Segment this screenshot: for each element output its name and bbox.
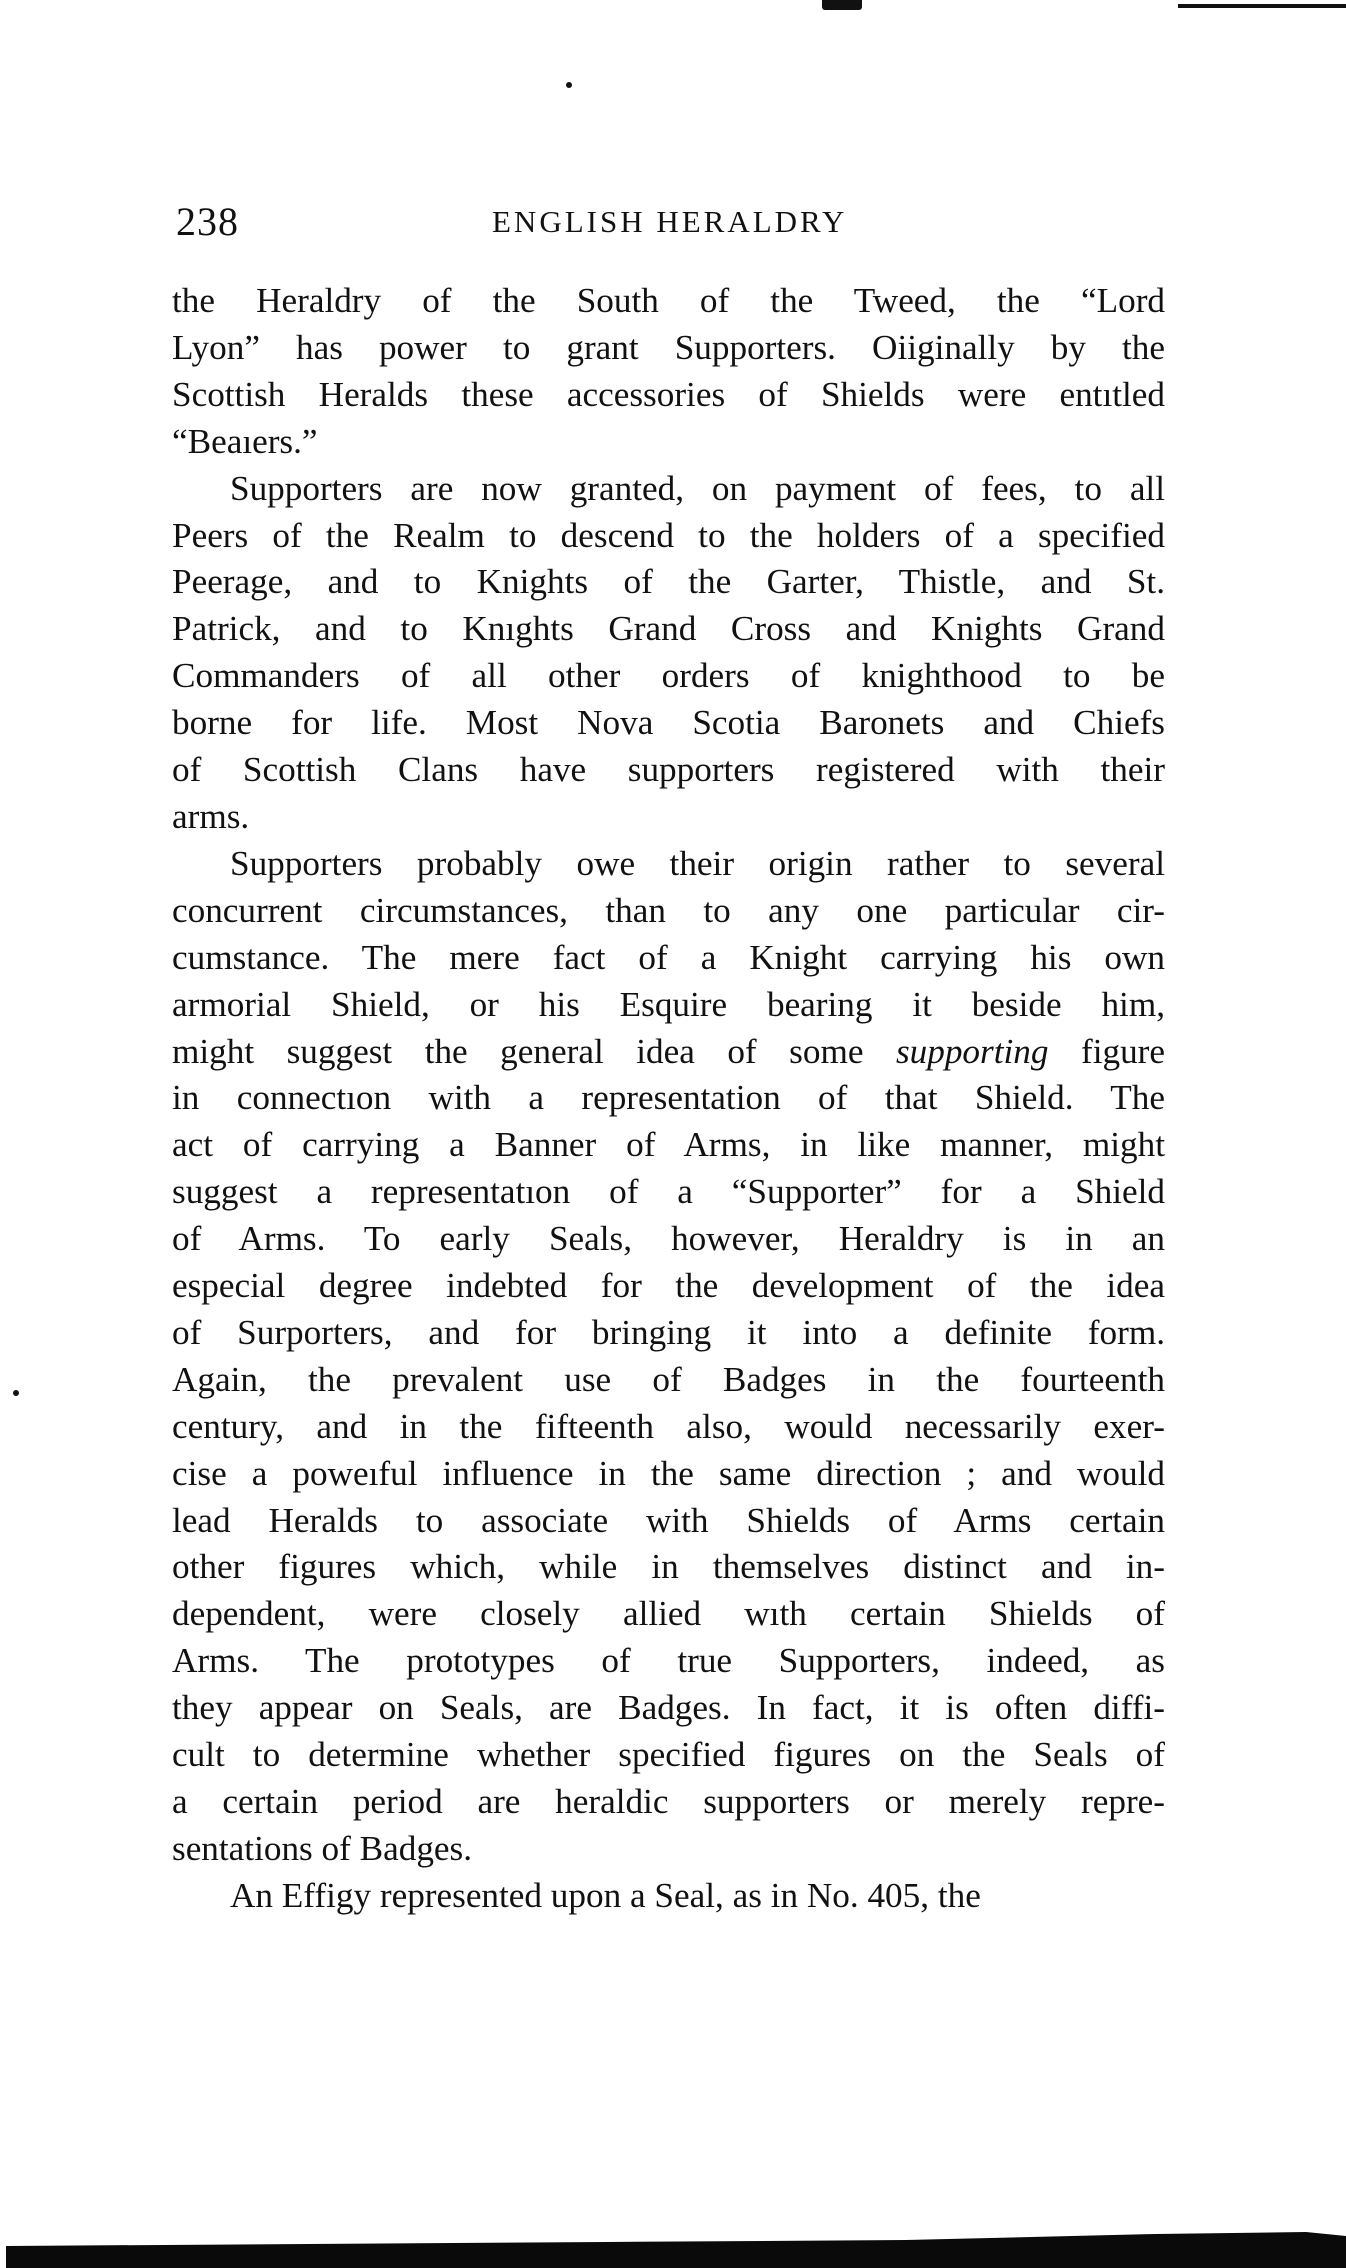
- text-line: Lyon” has power to grant Supporters. Oiiginally by the: [172, 327, 1165, 367]
- text-line: Peerage, and to Knights of the Garter, Thistle, and St.: [172, 562, 1165, 602]
- paragraph: [172, 278, 1165, 466]
- text-line: they appear on Seals, are Badges. In fact, it is often diffi-: [172, 1688, 1165, 1728]
- scan-artifact-bottom-edge: [6, 2232, 1346, 2268]
- body-text: [172, 278, 1165, 1920]
- text-line: sentations of Badges.: [172, 1828, 473, 1868]
- text-line: might suggest the general idea of some supporting figure: [172, 1031, 1165, 1071]
- scan-artifact-top-right-line: [1178, 4, 1346, 8]
- text-line: century, and in the fifteenth also, would necessarily exer-: [172, 1406, 1165, 1446]
- text-line: act of carrying a Banner of Arms, in like manner, might: [172, 1125, 1165, 1165]
- text-line: especial degree indebted for the development of the idea: [172, 1266, 1165, 1306]
- text-line: Commanders of all other orders of knighthood to be: [172, 656, 1165, 696]
- text-line: Supporters are now granted, on payment of fees, to all: [230, 468, 1165, 508]
- scan-speck-margin: [13, 1390, 19, 1396]
- page-number: 238: [176, 199, 239, 244]
- text-line: concurrent circumstances, than to any one particular cir-: [172, 890, 1165, 930]
- text-line: armorial Shield, or his Esquire bearing it beside him,: [172, 984, 1165, 1024]
- running-head-title: ENGLISH HERALDRY: [492, 204, 848, 239]
- running-head: [172, 198, 1165, 248]
- text-line: Scottish Heralds these accessories of Shields were entıtled: [172, 374, 1165, 414]
- text-line: of Arms. To early Seals, however, Heraldry is in an: [172, 1219, 1165, 1259]
- scan-speck: [566, 82, 572, 88]
- text-line: borne for life. Most Nova Scotia Baronets and Chiefs: [172, 703, 1165, 743]
- text-line: of Surporters, and for bringing it into a definite form.: [172, 1312, 1165, 1352]
- text-line: cise a poweıful influence in the same direction ; and would: [172, 1453, 1165, 1493]
- text-line: “Beaıers.”: [172, 421, 318, 461]
- text-line: of Scottish Clans have supporters registered with their: [172, 750, 1165, 790]
- text-line: other figures which, while in themselves distinct and in-: [172, 1547, 1165, 1587]
- text-line: An Effigy represented upon a Seal, as in No. 405, the: [230, 1875, 981, 1915]
- text-line: suggest a representatıon of a “Supporter” for a Shield: [172, 1172, 1165, 1212]
- paragraph: [172, 841, 1165, 1873]
- text-line: Again, the prevalent use of Badges in the fourteenth: [172, 1359, 1165, 1399]
- paragraph: [172, 466, 1165, 841]
- text-line: in connectıon with a representation of that Shield. The: [172, 1078, 1165, 1118]
- text-line: the Heraldry of the South of the Tweed, the “Lord: [172, 281, 1165, 320]
- text-line: lead Heralds to associate with Shields of Arms certain: [172, 1500, 1165, 1540]
- text-line: dependent, were closely allied wıth certain Shields of: [172, 1594, 1165, 1634]
- italic-word: supporting: [895, 1031, 1049, 1071]
- text-line: Patrick, and to Knıghts Grand Cross and Knights Grand: [172, 609, 1165, 649]
- paragraph: [172, 1873, 1165, 1920]
- text-line: cult to determine whether specified figures on the Seals of: [172, 1735, 1165, 1775]
- text-line: Supporters probably owe their origin rather to several: [230, 843, 1165, 883]
- text-line: Arms. The prototypes of true Supporters, indeed, as: [172, 1641, 1165, 1681]
- text-line: cumstance. The mere fact of a Knight carrying his own: [172, 937, 1165, 977]
- text-line: a certain period are heraldic supporters or merely repre-: [172, 1782, 1165, 1821]
- text-line: arms.: [172, 796, 250, 836]
- text-line: Peers of the Realm to descend to the holders of a specified: [172, 515, 1165, 555]
- scan-artifact-top: [822, 0, 862, 10]
